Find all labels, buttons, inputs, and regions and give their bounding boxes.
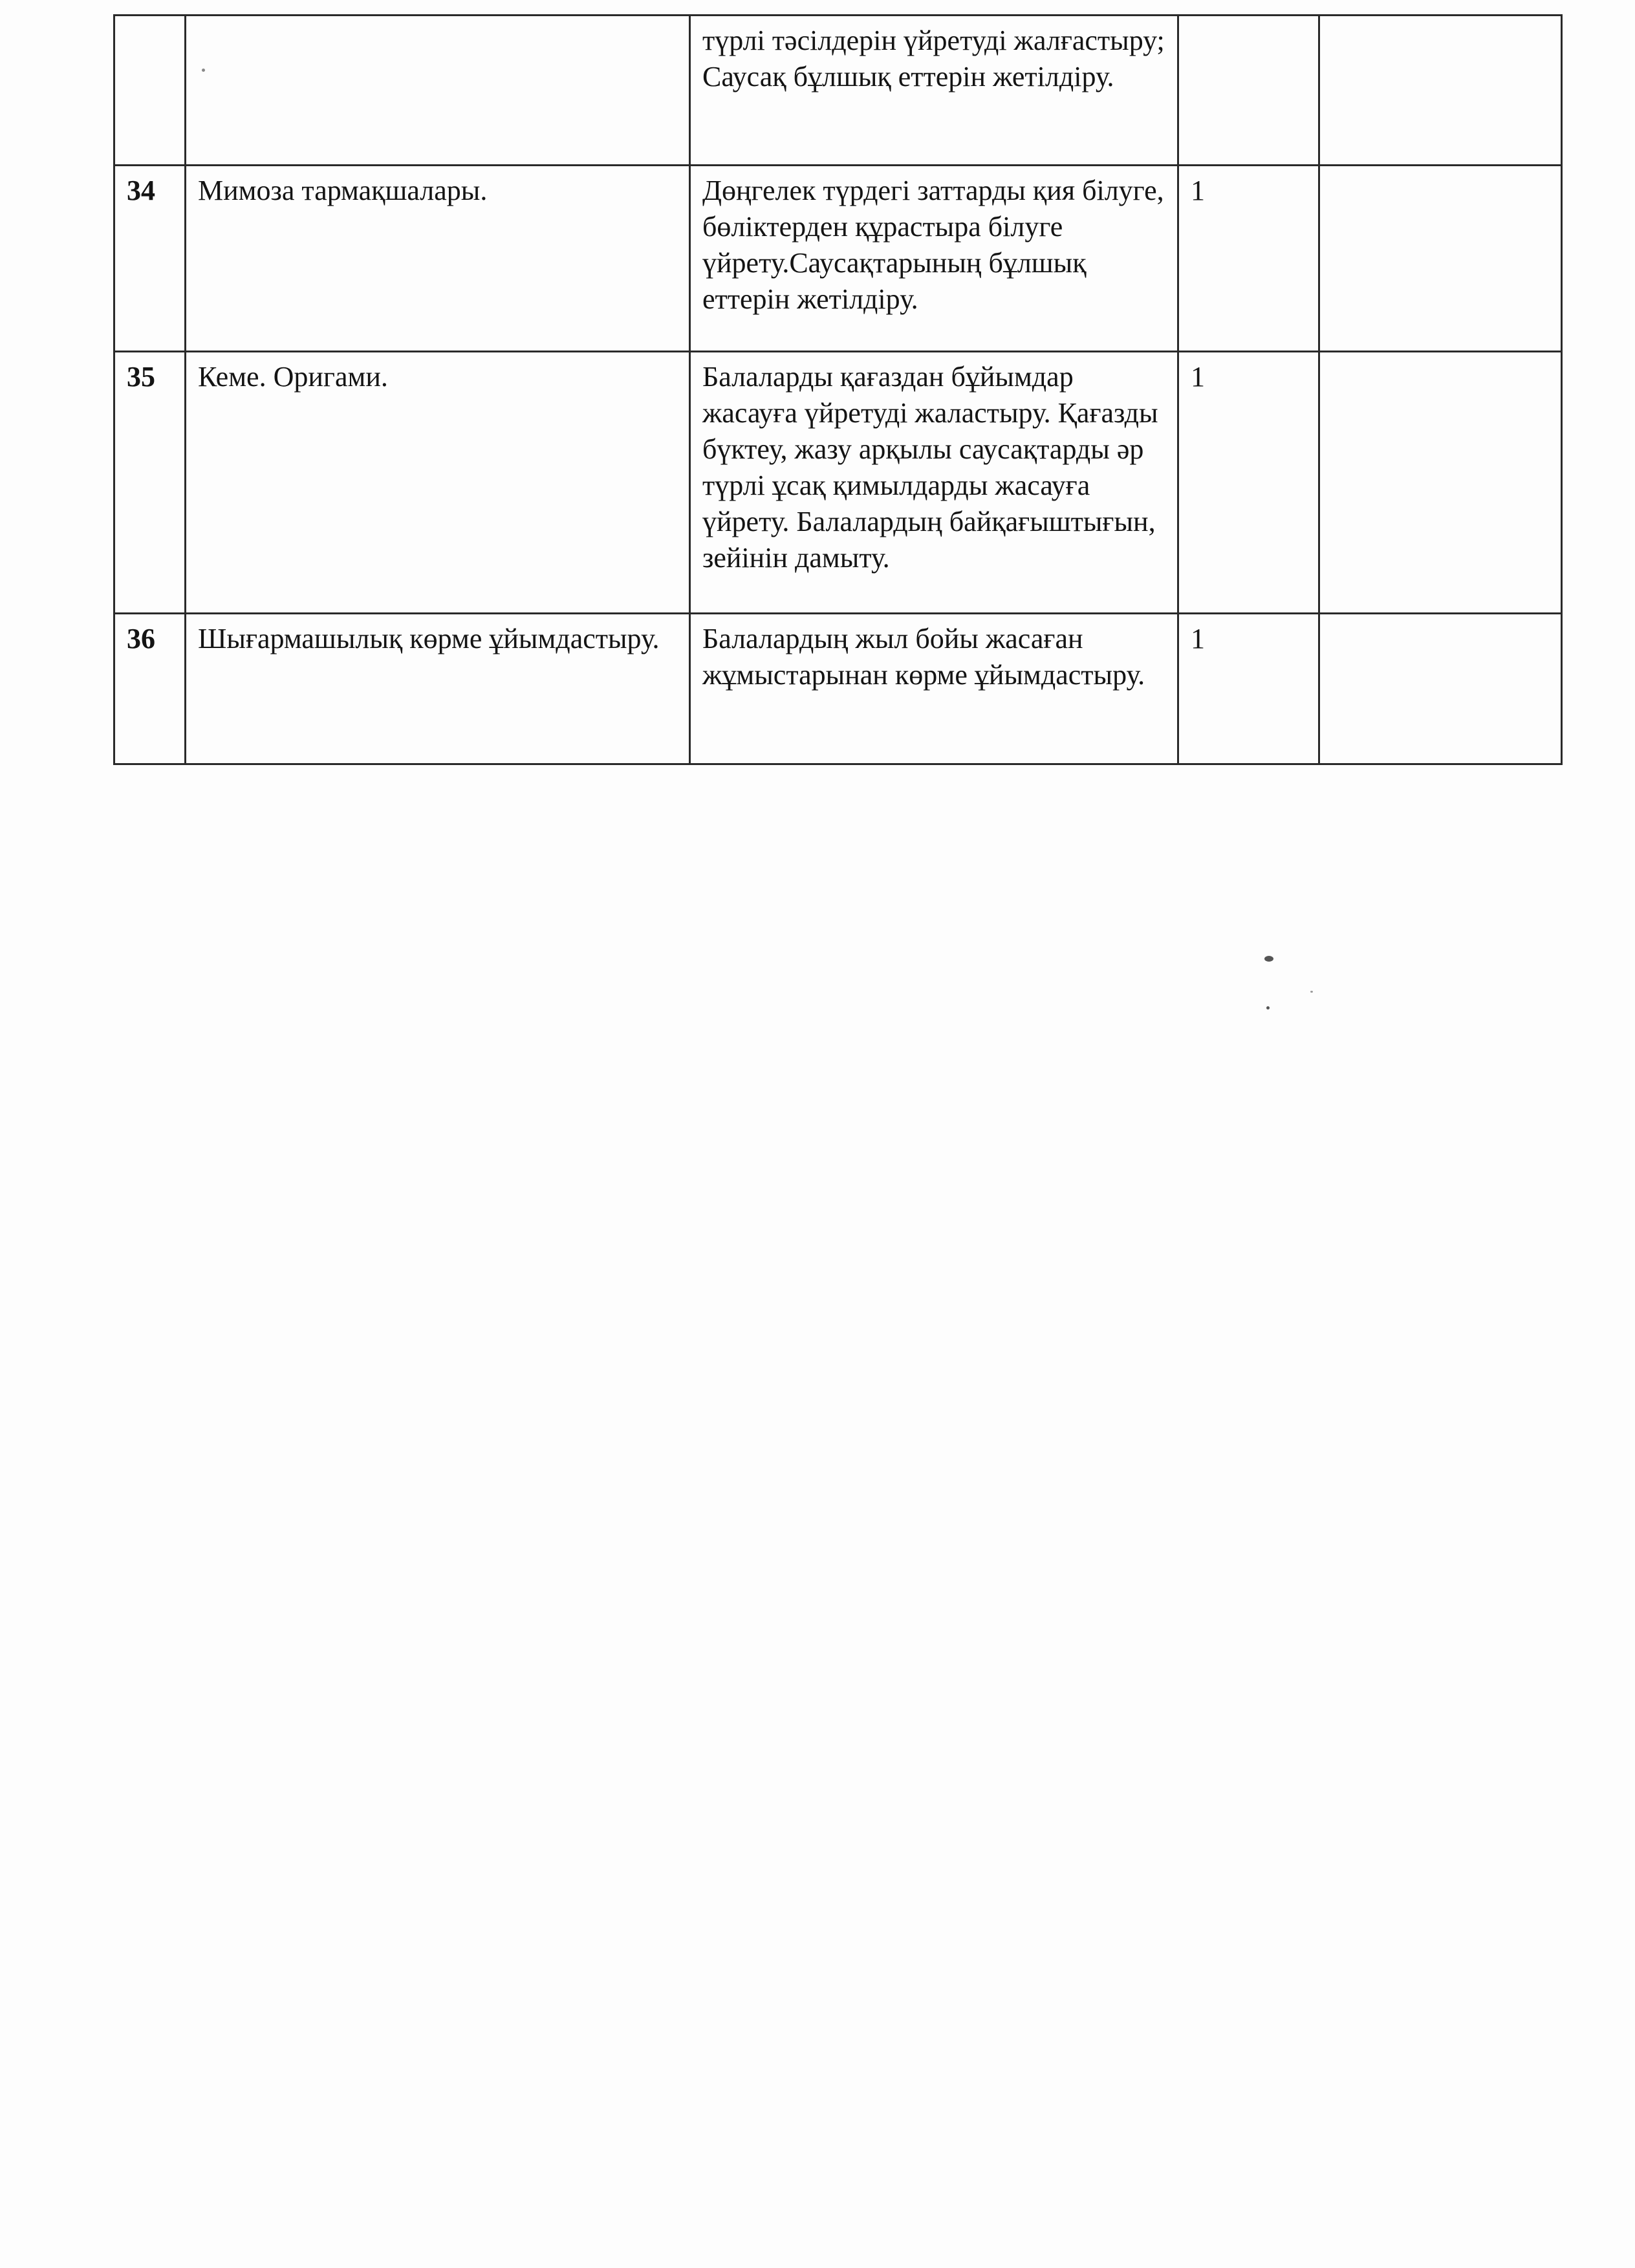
lesson-objective: Балаларды қағаздан бұйымдар жасауға үйретуді жаластыру. Қағазды бүктеу, жазу арқылы саусақтарды әр түрлі ұсақ қимылдарды жасауға үйрету. Балалардың байқағыштығын, зейінін дамыту. [690, 352, 1178, 614]
lesson-hours: 1 [1178, 352, 1319, 614]
scan-speck [1266, 1006, 1270, 1010]
scan-speck [1264, 956, 1273, 962]
lesson-topic: Кеме. Оригами. [186, 352, 690, 614]
scan-speck [202, 69, 205, 72]
lesson-topic [186, 16, 690, 166]
lesson-topic: Шығармашылық көрме ұйымдастыру. [186, 614, 690, 764]
table-row [114, 166, 1562, 352]
lesson-notes [1319, 614, 1562, 764]
lesson-plan-table [113, 14, 1563, 765]
lesson-hours: 1 [1178, 614, 1319, 764]
lesson-topic: Мимоза тармақшалары. [186, 166, 690, 352]
lesson-notes [1319, 166, 1562, 352]
lesson-objective: түрлі тәсілдерін үйретуді жалғастыру; Саусақ бұлшық еттерін жетілдіру. [690, 16, 1178, 166]
lesson-hours [1178, 16, 1319, 166]
lesson-objective: Дөңгелек түрдегі заттарды қия білуге, бөліктерден құрастыра білуге үйрету.Саусақтарының бұлшық еттерін жетілдіру. [690, 166, 1178, 352]
lesson-number: 34 [114, 166, 186, 352]
lesson-number: 35 [114, 352, 186, 614]
lesson-objective: Балалардың жыл бойы жасаған жұмыстарынан көрме ұйымдастыру. [690, 614, 1178, 764]
lesson-notes [1319, 16, 1562, 166]
lesson-number [114, 16, 186, 166]
table-row [114, 16, 1562, 166]
lesson-number: 36 [114, 614, 186, 764]
table-row [114, 614, 1562, 764]
lesson-notes [1319, 352, 1562, 614]
lesson-hours: 1 [1178, 166, 1319, 352]
table-row [114, 352, 1562, 614]
scan-speck [1310, 991, 1313, 993]
